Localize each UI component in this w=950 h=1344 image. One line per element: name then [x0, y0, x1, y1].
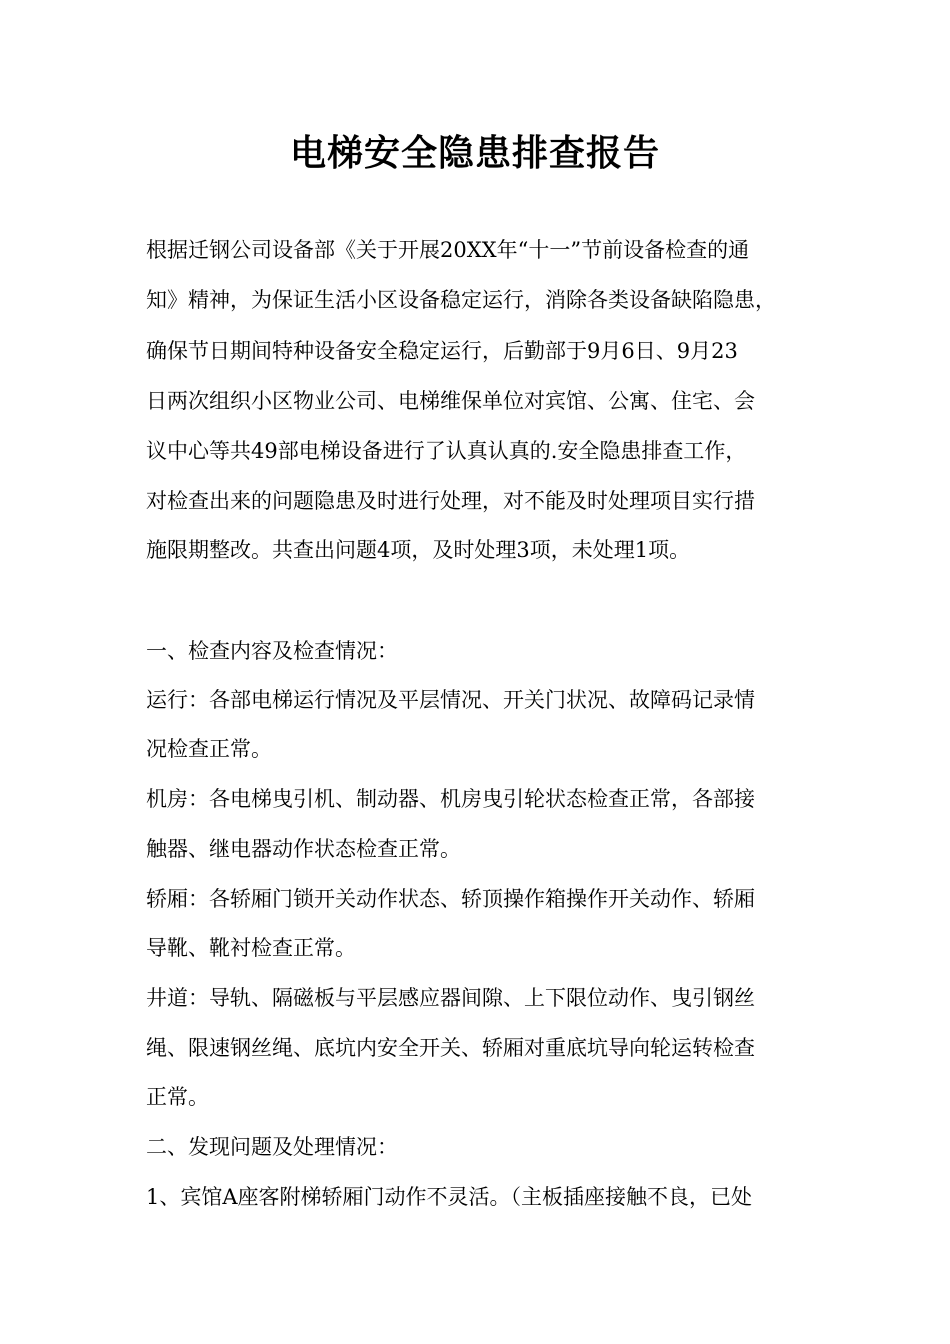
intro-line: 确保节日期间特种设备安全稳定运行，后勤部于9月6日、9月23: [146, 339, 738, 363]
machine-room-line: 触器、继电器动作状态检查正常。: [146, 837, 461, 861]
issue-item: 1、宾馆A座客附梯轿厢门动作不灵活。（主板插座接触不良，已处: [146, 1185, 753, 1209]
car-line: 轿厢：各轿厢门锁开关动作状态、轿顶操作箱操作开关动作、轿厢: [146, 887, 755, 911]
report-title: 电梯安全隐患排查报告: [289, 133, 660, 174]
intro-line: 对检查出来的问题隐患及时进行处理，对不能及时处理项目实行措: [146, 489, 755, 513]
operation-line: 况检查正常。: [146, 737, 272, 761]
car-line: 导靴、靴衬检查正常。: [146, 936, 356, 960]
intro-line: 施限期整改。共查出问题4项，及时处理3项，未处理1项。: [146, 538, 691, 562]
operation-line: 运行：各部电梯运行情况及平层情况、开关门状况、故障码记录情: [146, 688, 755, 712]
shaft-line: 正常。: [146, 1085, 209, 1109]
shaft-line: 绳、限速钢丝绳、底坑内安全开关、轿厢对重底坑导向轮运转检查: [146, 1036, 755, 1060]
section-heading: 二、发现问题及处理情况：: [146, 1135, 398, 1159]
intro-line: 根据迁钢公司设备部《关于开展20XX年“十一”节前设备检查的通: [146, 238, 750, 262]
machine-room-line: 机房：各电梯曳引机、制动器、机房曳引轮状态检查正常，各部接: [146, 787, 755, 811]
intro-line: 日两次组织小区物业公司、电梯维保单位对宾馆、公寓、住宅、会: [146, 389, 755, 413]
section-heading: 一、检查内容及检查情况：: [146, 639, 398, 663]
intro-line: 知》精神，为保证生活小区设备稳定运行，消除各类设备缺陷隐患，: [146, 288, 776, 312]
shaft-line: 井道：导轨、隔磁板与平层感应器间隙、上下限位动作、曳引钢丝: [146, 986, 755, 1010]
intro-line: 议中心等共49部电梯设备进行了认真认真的.安全隐患排查工作，: [146, 439, 747, 463]
